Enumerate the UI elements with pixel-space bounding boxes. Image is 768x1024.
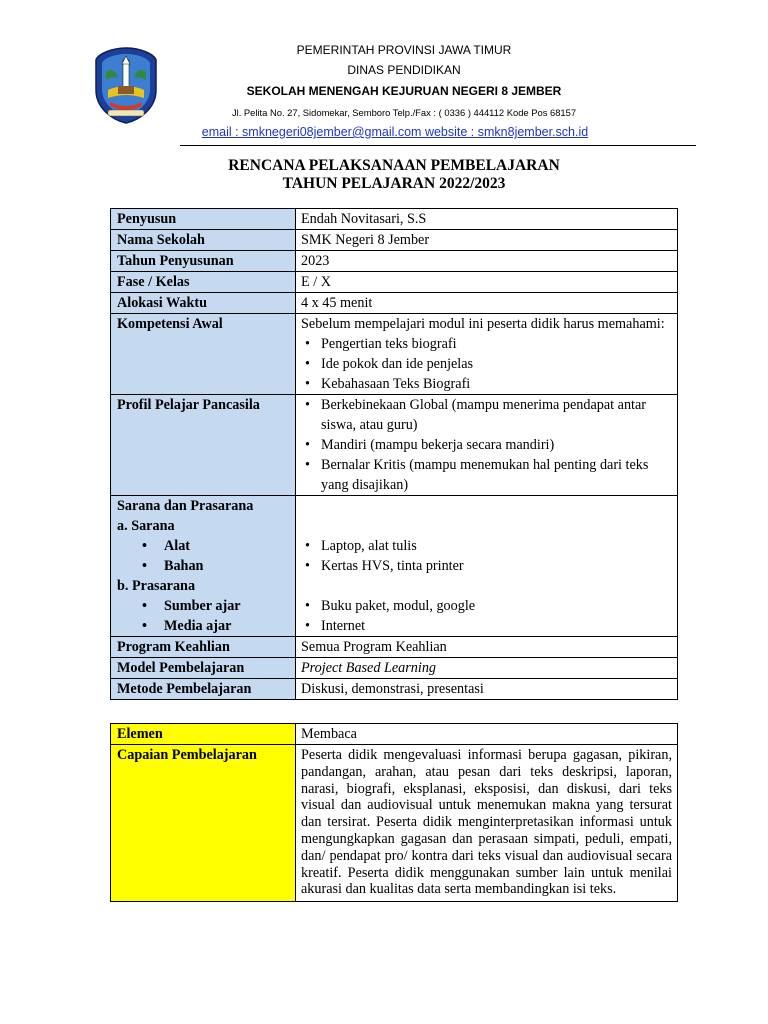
sarana-a: a. Sarana (117, 518, 175, 534)
list-item: • Internet (301, 616, 672, 636)
list-item: • Laptop, alat tulis (301, 536, 672, 556)
value-model (296, 658, 678, 679)
list-item: • Ide pokok dan ide penjelas (301, 354, 672, 374)
label-fase: Fase / Kelas (111, 272, 296, 293)
profil-list (301, 395, 672, 495)
value-penyusun: Endah Novitasari, S.S (296, 209, 678, 230)
learning-outcome-table (110, 723, 678, 902)
table-row (111, 395, 678, 496)
label-profil: Profil Pelajar Pancasila (111, 395, 296, 496)
table-row (111, 658, 678, 679)
label-kompetensi: Kompetensi Awal (111, 314, 296, 395)
lesson-info-table (110, 208, 678, 700)
kompetensi-intro: Sebelum mempelajari modul ini peserta didik harus memahami: (301, 316, 665, 332)
sarana-values (301, 536, 672, 576)
value-capaian: Peserta didik mengevaluasi informasi berupa gagasan, pikiran, pandangan, arahan, atau pesan dari teks deskripsi, laporan, narasi, biografi, eksplanasi, eksposisi, dan diskusi, dari teks visual dan audiovisual untuk menemukan makna yang tersurat dan tersirat. Peserta didik menginterpretasikan informasi untuk mengungkapkan gagasan dan perasaan simpati, peduli, empati, dan/ pendapat pro/ kontra dari teks visual dan audiovisual secara kreatif. Peserta didik menggunakan sumber lain untuk menilai akurasi dan kualitas data serta membandingkan isi teks. (296, 745, 678, 902)
value-program: Semua Program Keahlian (296, 637, 678, 658)
list-item: • Bernalar Kritis (mampu menemukan hal penting dari teks yang disajikan) (301, 455, 672, 495)
list-item: • Kertas HVS, tinta printer (301, 556, 672, 576)
label-elemen: Elemen (111, 724, 296, 745)
table-row (111, 314, 678, 395)
value-elemen: Membaca (296, 724, 678, 745)
kompetensi-list (301, 334, 672, 394)
header-department: DINAS PENDIDIKAN (347, 63, 461, 77)
table-row (111, 679, 678, 700)
sarana-alat: • Alat (117, 536, 290, 556)
sarana-sumber: • Sumber ajar (117, 596, 290, 616)
document-subtitle: TAHUN PELAJARAN 2022/2023 (282, 175, 506, 192)
label-capaian: Capaian Pembelajaran (111, 745, 296, 902)
table-row (111, 209, 678, 230)
value-profil (296, 395, 678, 496)
value-sekolah: SMK Negeri 8 Jember (296, 230, 678, 251)
table-row (111, 230, 678, 251)
letterhead (0, 0, 768, 150)
prasarana-values (301, 596, 672, 636)
label-metode: Metode Pembelajaran (111, 679, 296, 700)
label-alokasi: Alokasi Waktu (111, 293, 296, 314)
value-tahun: 2023 (296, 251, 678, 272)
value-fase: E / X (296, 272, 678, 293)
sarana-media: • Media ajar (117, 616, 290, 636)
header-address: Jl. Pelita No. 27, Sidomekar, Semboro Telp./Fax : ( 0336 ) 444112 Kode Pos 68157 (231, 107, 577, 118)
list-item: • Mandiri (mampu bekerja secara mandiri) (301, 435, 672, 455)
label-model: Model Pembelajaran (111, 658, 296, 679)
value-sarana (296, 496, 678, 637)
header-school-name: SEKOLAH MENENGAH KEJURUAN NEGERI 8 JEMBER (246, 84, 562, 98)
label-sarana (111, 496, 296, 637)
table-row (111, 496, 678, 637)
east-java-crest-icon (94, 46, 158, 124)
sarana-heading: Sarana dan Prasarana (117, 498, 254, 514)
list-item: • Berkebinekaan Global (mampu menerima pendapat antar siswa, atau guru) (301, 395, 672, 435)
label-tahun: Tahun Penyusunan (111, 251, 296, 272)
value-alokasi: 4 x 45 menit (296, 293, 678, 314)
sarana-b: b. Prasarana (117, 578, 196, 594)
table-row (111, 293, 678, 314)
table-row (111, 251, 678, 272)
table-row (111, 637, 678, 658)
document-title: RENCANA PELAKSANAAN PEMBELAJARAN (228, 157, 560, 174)
sarana-bahan: • Bahan (117, 556, 290, 576)
table-row (111, 272, 678, 293)
label-penyusun: Penyusun (111, 209, 296, 230)
list-item: • Pengertian teks biografi (301, 334, 672, 354)
header-government: PEMERINTAH PROVINSI JAWA TIMUR (296, 43, 512, 57)
table-row (111, 745, 678, 902)
header-rule (180, 145, 696, 146)
label-sekolah: Nama Sekolah (111, 230, 296, 251)
model-text: Project Based Learning (301, 660, 437, 676)
list-item: • Buku paket, modul, google (301, 596, 672, 616)
header-contact-link[interactable]: email : smknegeri08jember@gmail.com website : smkn8jember.sch.id (201, 125, 589, 139)
list-item: • Kebahasaan Teks Biografi (301, 374, 672, 394)
label-program: Program Keahlian (111, 637, 296, 658)
table-row (111, 724, 678, 745)
value-metode: Diskusi, demonstrasi, presentasi (296, 679, 678, 700)
value-kompetensi (296, 314, 678, 395)
